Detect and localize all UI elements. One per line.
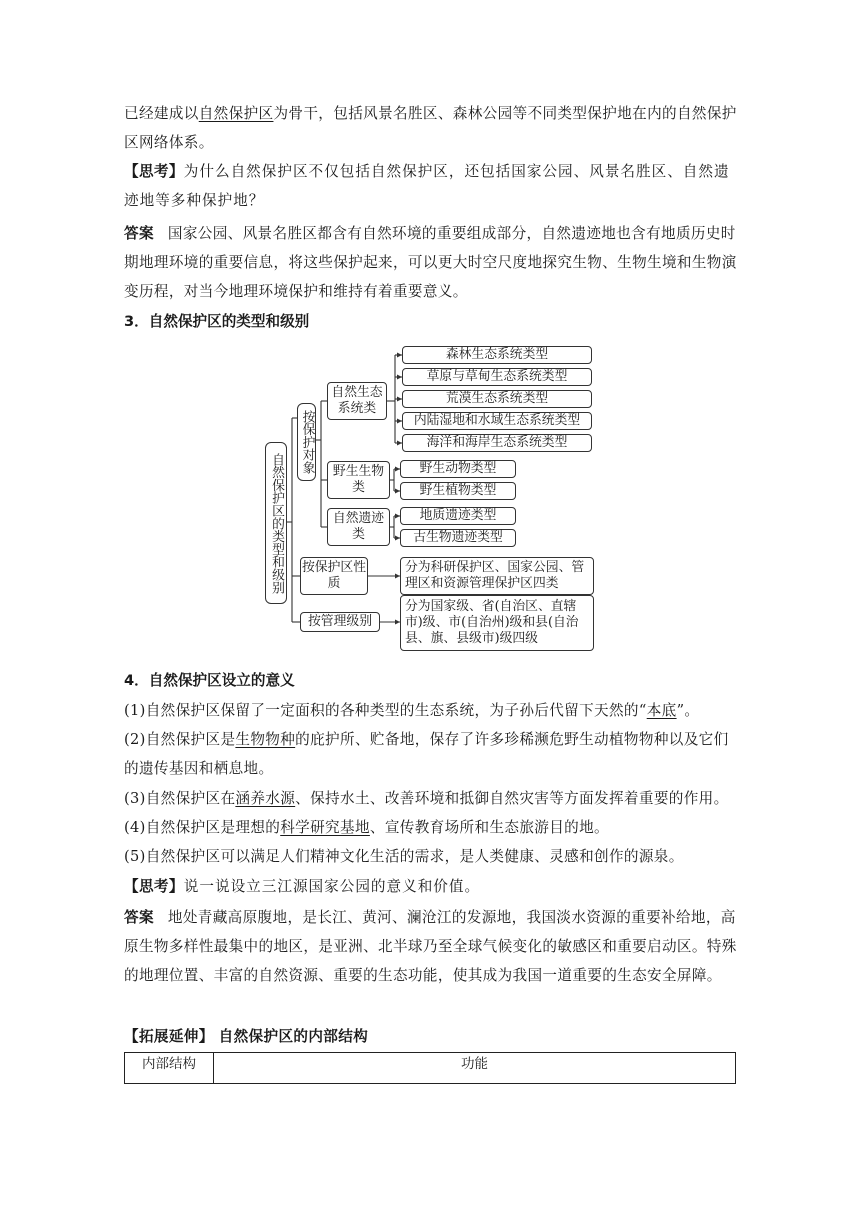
answer-tag: 答案 xyxy=(124,909,154,926)
diagram-eco: 自然生态系统类 xyxy=(327,382,387,420)
extension-heading: 【拓展延伸】 自然保护区的内部结构 xyxy=(124,1028,369,1045)
table-row xyxy=(125,1053,736,1084)
table-header-structure: 内部结构 xyxy=(125,1053,214,1084)
structure-table xyxy=(124,1052,736,1084)
answer-1: 答案 国家公园、风景名胜区都含有自然环境的重要组成部分，自然遗迹地也含有地质历史时期地理环境的重要信息，将这些保护起来，可以更大时空尺度地探究生物、生物生境和生物演变历程，对当今地理环境保护和维持有着重要意义。 xyxy=(124,225,737,300)
section-heading-3: 3．自然保护区的类型和级别 xyxy=(124,313,310,330)
significance-1: (1)自然保护区保留了一定面积的各种类型的生态系统，为子孙后代留下天然的“本底”。 xyxy=(124,702,700,719)
diagram-eco-item: 草原与草甸生态系统类型 xyxy=(402,368,592,386)
table-header-function: 功能 xyxy=(214,1053,736,1084)
diagram-nature-text: 分为科研保护区、国家公园、管理区和资源管理保护区四类 xyxy=(400,557,594,595)
diagram-relic-item: 古生物遗迹类型 xyxy=(400,529,516,547)
intro-paragraph: 已经建成以自然保护区为骨干，包括风景名胜区、森林公园等不同类型保护地在内的自然保护区网络体系。 xyxy=(124,105,737,151)
significance-3: (3)自然保护区在涵养水源、保持水土、改善环境和抵御自然灾害等方面发挥着重要的作用。 xyxy=(124,790,729,807)
diagram-wild: 野生生物类 xyxy=(327,461,390,499)
diagram-wild-item: 野生植物类型 xyxy=(400,482,516,500)
think-tag: 【思考】 xyxy=(124,878,184,895)
diagram-relic: 自然遗迹类 xyxy=(327,508,390,546)
think-tag: 【思考】 xyxy=(124,163,184,180)
diagram-by-nature: 按保护区性质 xyxy=(300,557,368,595)
diagram-wild-item: 野生动物类型 xyxy=(400,460,516,478)
significance-5: (5)自然保护区可以满足人们精神文化生活的需求，是人类健康、灵感和创作的源泉。 xyxy=(124,848,684,865)
think-question-2: 【思考】说一说设立三江源国家公园的意义和价值。 xyxy=(124,878,481,895)
diagram-eco-item: 荒漠生态系统类型 xyxy=(402,390,592,408)
diagram-by-object: 按保护对象 xyxy=(297,403,316,481)
diagram-by-level: 按管理级别 xyxy=(300,612,380,632)
diagram-root: 自然保护区的类型和级别 xyxy=(265,442,287,604)
diagram-eco-item: 内陆湿地和水域生态系统类型 xyxy=(402,412,592,430)
section-heading-4: 4．自然保护区设立的意义 xyxy=(124,672,295,689)
diagram-eco-item: 海洋和海岸生态系统类型 xyxy=(402,434,592,452)
keyword-nature-reserve: 自然保护区 xyxy=(198,105,274,122)
think-question-1: 【思考】为什么自然保护区不仅包括自然保护区，还包括国家公园、风景名胜区、自然遗迹地等多种保护地？ xyxy=(124,163,730,209)
answer-2: 答案 地处青藏高原腹地，是长江、黄河、澜沧江的发源地，我国淡水资源的重要补给地，高原生物多样性最集中的地区，是亚洲、北半球乃至全球气候变化的敏感区和重要启动区。特殊的地理位置、丰富的自然资源、重要的生态功能，使其成为我国一道重要的生态安全屏障。 xyxy=(124,909,737,984)
diagram-eco-item: 森林生态系统类型 xyxy=(402,346,592,364)
diagram-level-text: 分为国家级、省(自治区、直辖市)级、市(自治州)级和县(自治县、旗、县级市)级四级 xyxy=(400,595,594,651)
significance-4: (4)自然保护区是理想的科学研究基地、宣传教育场所和生态旅游目的地。 xyxy=(124,819,609,836)
significance-2: (2)自然保护区是生物物种的庇护所、贮备地，保存了许多珍稀濒危野生动植物物种以及它们的遗传基因和栖息地。 xyxy=(124,731,729,777)
answer-tag: 答案 xyxy=(124,225,154,242)
diagram-relic-item: 地质遗迹类型 xyxy=(400,507,516,525)
